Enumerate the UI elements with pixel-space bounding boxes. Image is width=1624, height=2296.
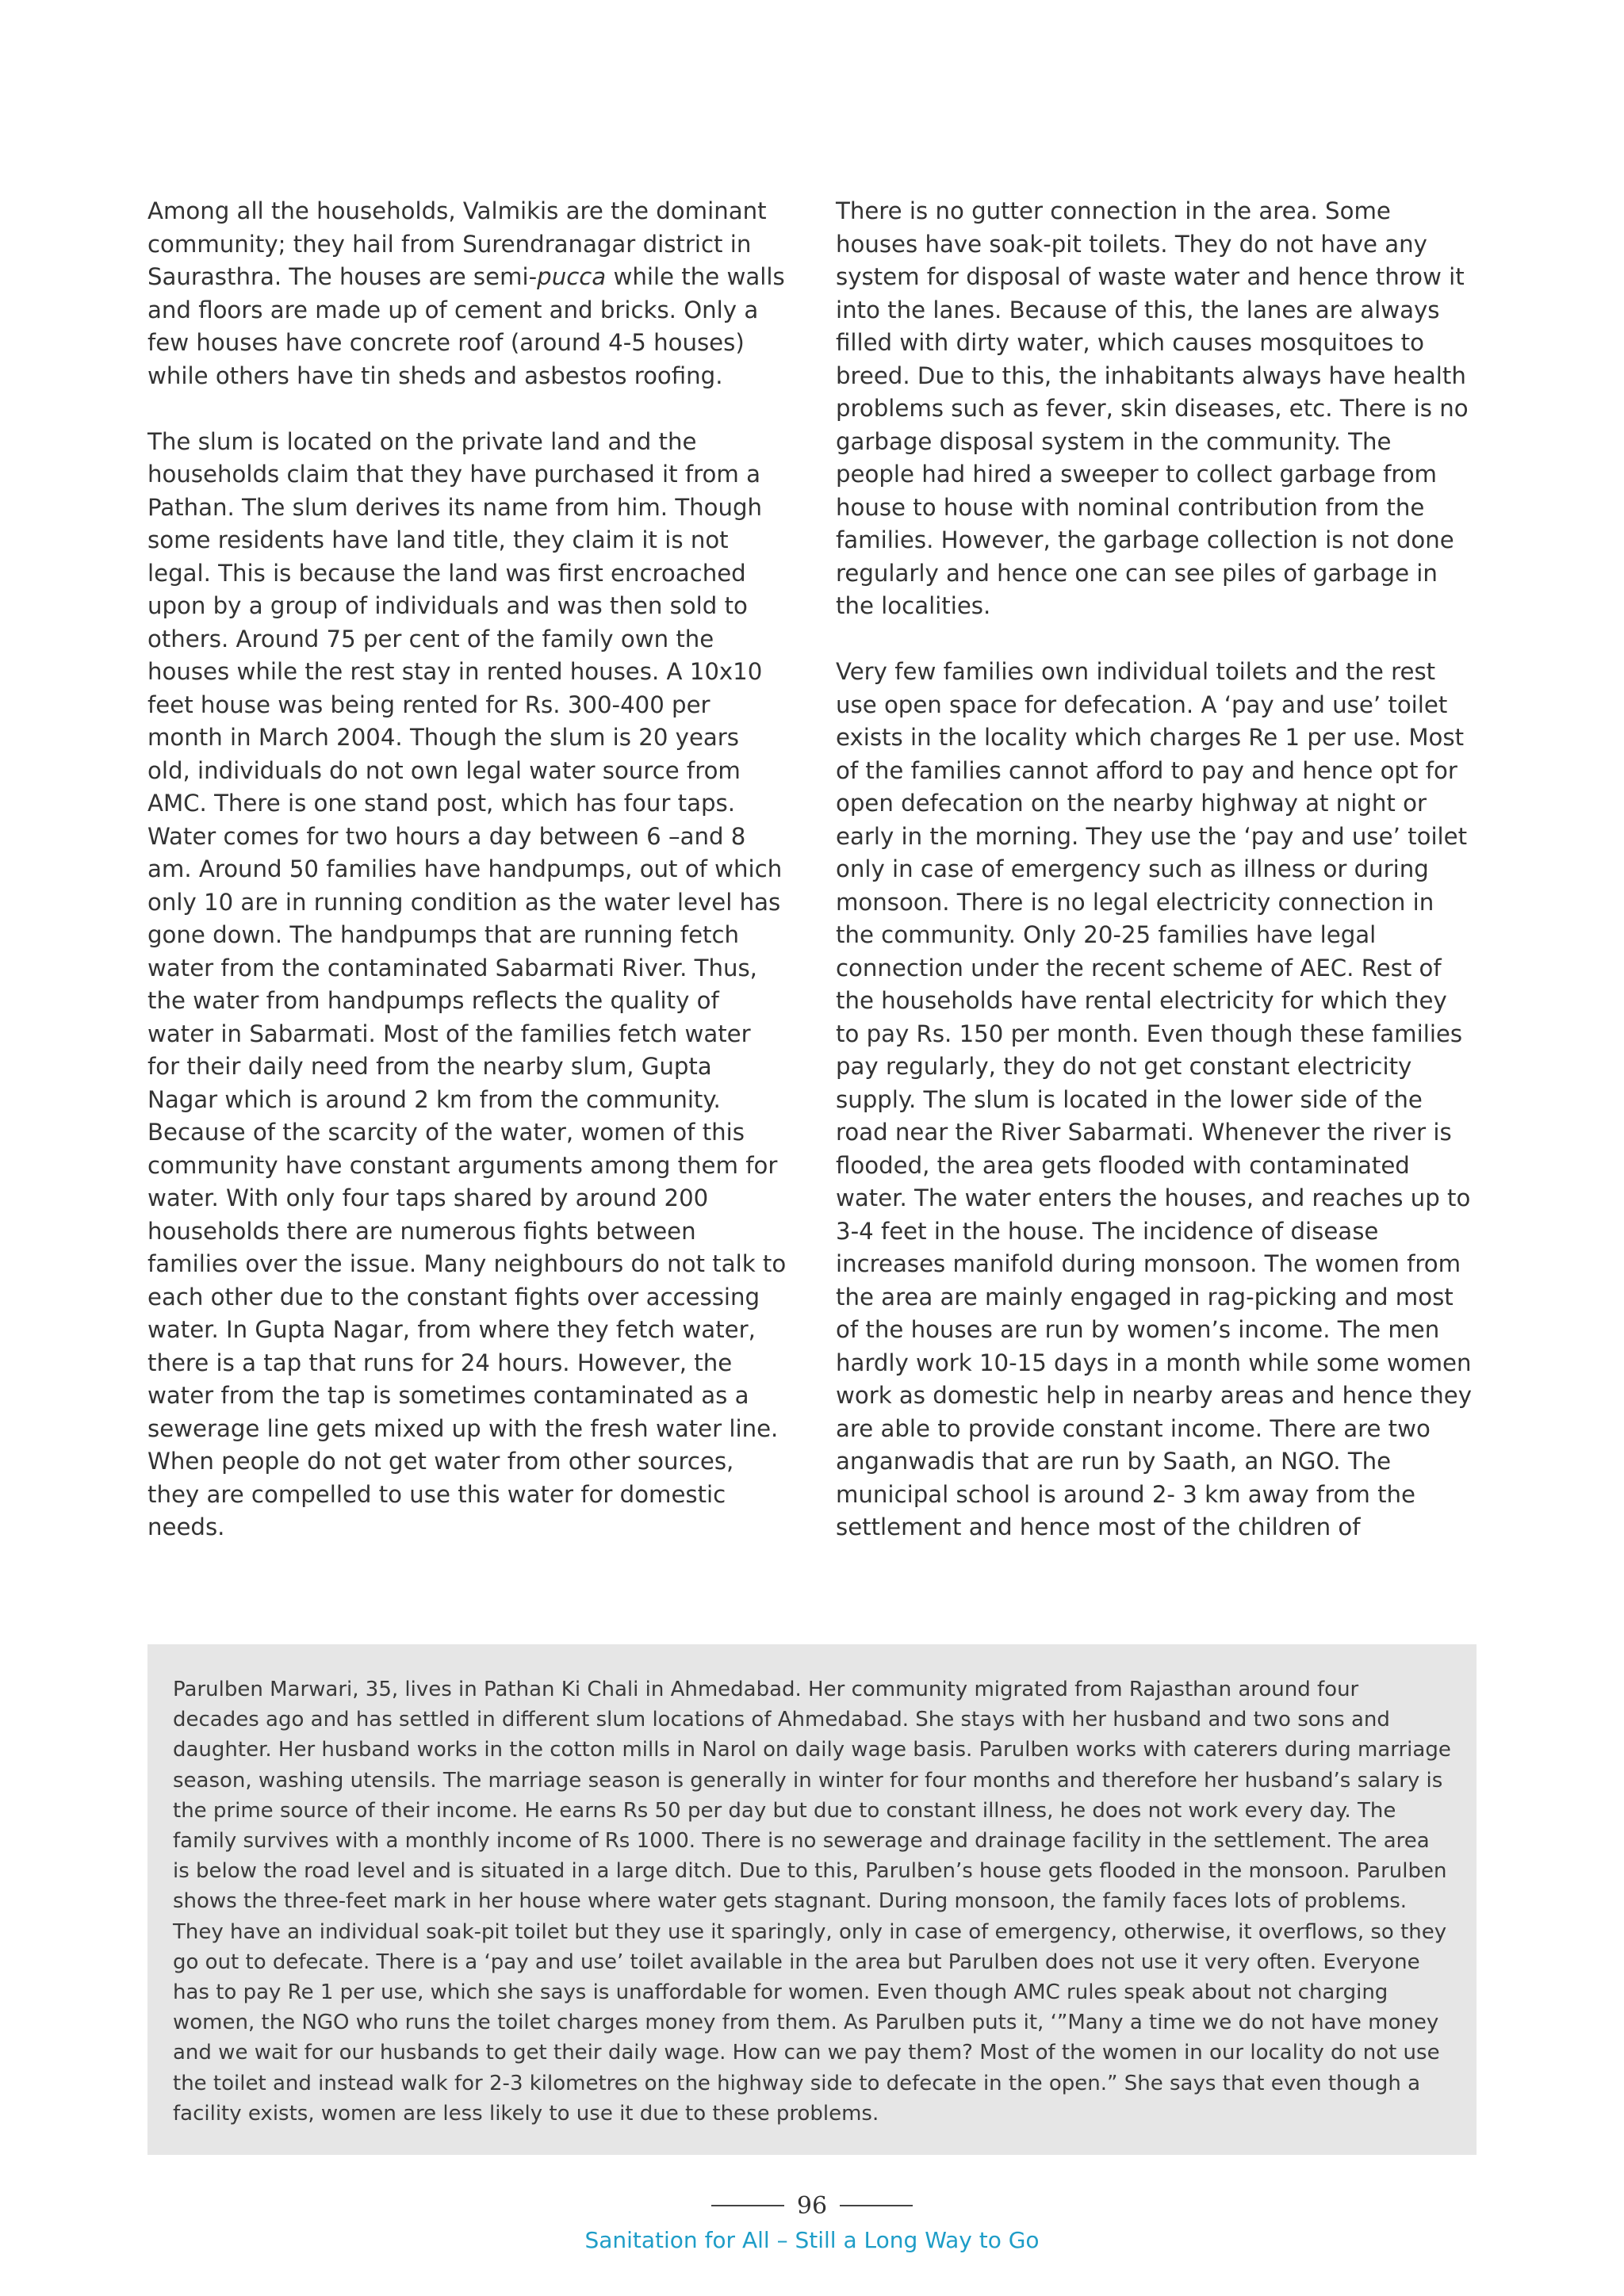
footer-rule-right <box>840 2205 913 2206</box>
footer-rule-left <box>711 2205 784 2206</box>
right-column <box>836 195 1477 1544</box>
footer-title: Sanitation for All – Still a Long Way to Go <box>584 2227 1040 2253</box>
left-column <box>147 195 788 1544</box>
right-paragraph-2: Very few families own individual toilets and the rest use open space for defecation. A ‘pay and use’ toilet exists in the locality which charges Re 1 per use. Most of the families cannot afford to pay and hence opt for open defecation on the nearby highway at night or early in the morning. They use the ‘pay and use’ toilet only in case of emergency such as illness or during monsoon. There is no legal electricity connection in the community. Only 20-25 families have legal connection under the recent scheme of AEC. Rest of the households have rental electricity for which they to pay Rs. 150 per month. Even though these families pay regularly, they do not get constant electricity supply. The slum is located in the lower side of the road near the River Sabarmati. Whenever the river is flooded, the area gets flooded with contaminated water. The water enters the houses, and reaches up to 3-4 feet in the house. The incidence of disease increases manifold during monsoon. The women from the area are mainly engaged in rag-picking and most of the houses are run by women’s income. The men hardly work 10-15 days in a month while some women work as domestic help in nearby areas and hence they are able to provide constant income. There are two anganwadis that are run by Saath, an NGO. The municipal school is around 2- 3 km away from the settlement and hence most of the children of <box>836 658 1472 1540</box>
right-paragraph-1: There is no gutter connection in the area. Some houses have soak-pit toilets. They do not have any system for disposal of waste water and hence throw it into the lanes. Because of this, the lanes are always filled with dirty water, which causes mosquitoes to breed. Due to this, the inhabitants always have health problems such as fever, skin diseases, etc. There is no garbage disposal system in the community. The people had hired a sweeper to collect garbage from house to house with nominal contribution from the families. However, the garbage collection is not done regularly and hence one can see piles of garbage in the localities. <box>836 197 1469 619</box>
page-footer <box>0 2188 1624 2256</box>
case-study-text: Parulben Marwari, 35, lives in Pathan Ki Chali in Ahmedabad. Her community migrated from Rajasthan around four decades ago and has settled in different slum locations of Ahmedabad. She stays with her husband and two sons and daughter. Her husband works in the cotton mills in Narol on daily wage basis. Parulben works with caterers during marriage season, washing utensils. The marriage season is generally in winter for four months and therefore her husband’s salary is the prime source of their income. He earns Rs 50 per day but due to constant illness, he does not work every day. The family survives with a monthly income of Rs 1000. There is no sewerage and drainage facility in the settlement. The area is below the road level and is situated in a large ditch. Due to this, Parulben’s house gets flooded in the monsoon. Parulben shows the three-feet mark in her house where water gets stagnant. During monsoon, the family faces lots of problems. They have an individual soak-pit toilet but they use it sparingly, only in case of emergency, otherwise, it overflows, so they go out to defecate. There is a ‘pay and use’ toilet available in the area but Parulben does not use it very often. Everyone has to pay Re 1 per use, which she says is unaffordable for women. Even though AMC rules speak about not charging women, the NGO who runs the toilet charges money from them. As Parulben puts it, ‘”Many a time we do not have money and we wait for our husbands to get their daily wage. How can we pay them? Most of the women in our locality do not use the toilet and instead walk for 2-3 kilometres on the highway side to defecate in the open.” She says that even though a facility exists, women are less likely to use it due to these problems. <box>173 1678 1451 2126</box>
left-paragraph-1 <box>147 195 788 392</box>
left-paragraph-1-text-a: Among all the households, Valmikis are the dominant community; they hail from Surendranagar district in Saurasthra. The houses are semi- <box>147 197 767 290</box>
left-paragraph-1-italic: pucca <box>537 263 607 290</box>
left-paragraph-1-text-b: while the walls and floors are made up of cement and bricks. Only a few houses have concrete roof (around 4-5 houses) while others have tin sheds and asbestos roofing. <box>147 263 785 389</box>
page-number-row <box>0 2188 1624 2223</box>
page-number: 96 <box>796 2191 828 2220</box>
case-study-box <box>147 1644 1477 2155</box>
body-columns <box>147 195 1477 1544</box>
left-paragraph-2: The slum is located on the private land and the households claim that they have purchased it from a Pathan. The slum derives its name from him. Though some residents have land title, they claim it is not legal. This is because the land was first encroached upon by a group of individuals and was then sold to others. Around 75 per cent of the family own the houses while the rest stay in rented houses. A 10x10 feet house was being rented for Rs. 300-400 per month in March 2004. Though the slum is 20 years old, individuals do not own legal water source from AMC. There is one stand post, which has four taps. Water comes for two hours a day between 6 –and 8 am. Around 50 families have handpumps, out of which only 10 are in running condition as the water level has gone down. The handpumps that are running fetch water from the contaminated Sabarmati River. Thus, the water from handpumps reflects the quality of water in Sabarmati. Most of the families fetch water for their daily need from the nearby slum, Gupta Nagar which is around 2 km from the community. Because of the scarcity of the water, women of this community have constant arguments among them for water. With only four taps shared by around 200 households there are numerous fights between families over the issue. Many neighbours do not talk to each other due to the constant fights over accessing water. In Gupta Nagar, from where they fetch water, there is a tap that runs for 24 hours. However, the water from the tap is sometimes contaminated as a sewerage line gets mixed up with the fresh water line. When people do not get water from other sources, they are compelled to use this water for domestic needs. <box>147 427 787 1540</box>
